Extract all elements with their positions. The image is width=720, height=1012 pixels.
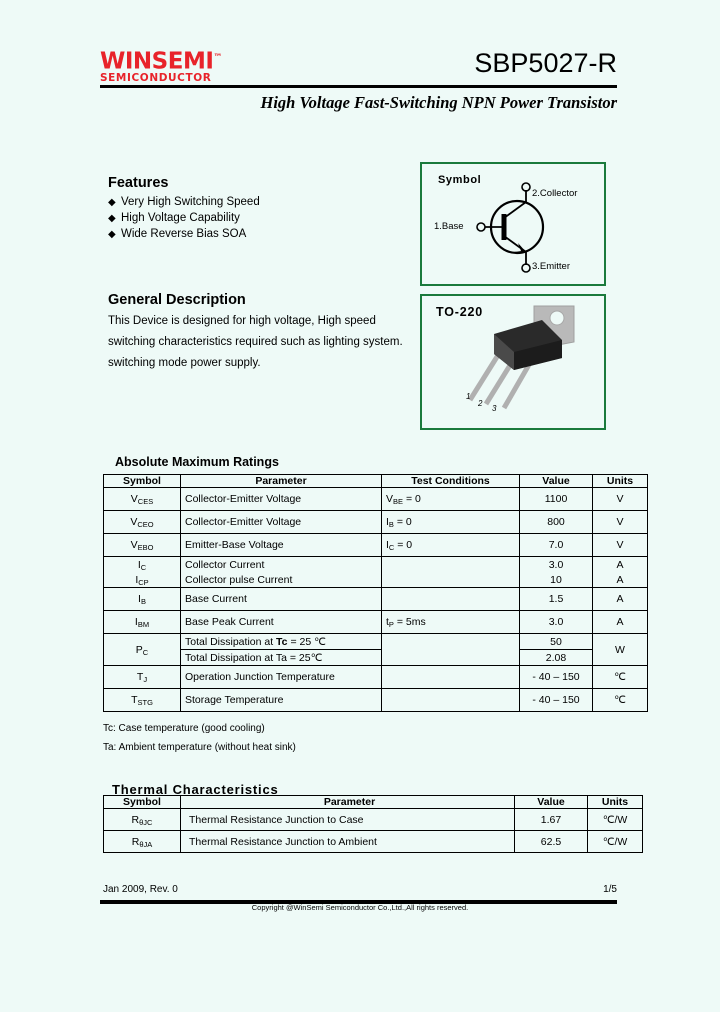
cell-parameter: Thermal Resistance Junction to Ambient (181, 831, 515, 853)
pin-label-3: 3 (492, 404, 497, 413)
symbol-base: T (136, 671, 144, 683)
cell-parameter: Collector-Emitter Voltage (181, 511, 382, 534)
cell-symbol (104, 666, 181, 689)
cell-value: 1.5 (520, 588, 593, 611)
cell-condition (382, 588, 520, 611)
cell-symbol (104, 488, 181, 511)
cell-condition (382, 666, 520, 689)
feature-item (108, 195, 398, 210)
feature-label: Very High Switching Speed (121, 196, 260, 208)
note-line: Ta: Ambient temperature (without heat sink) (103, 742, 296, 753)
table-row (104, 588, 648, 611)
company-logo (100, 46, 250, 84)
features-section (108, 175, 398, 243)
symbol-subscript: θJC (139, 817, 153, 827)
cell-units: ℃/W (588, 831, 643, 853)
cell-units: ℃/W (588, 809, 643, 831)
condition-base: V (386, 493, 394, 505)
general-description-line: switching mode power supply. (108, 357, 261, 369)
note-line: Tc: Case temperature (good cooling) (103, 723, 265, 734)
column-header-symbol: Symbol (104, 475, 181, 488)
column-header-parameter: Parameter (181, 796, 515, 809)
to220-package-icon (422, 296, 604, 428)
symbol-diagram-box (420, 162, 606, 286)
package-photo-box (420, 294, 606, 430)
condition-subscript: C (388, 543, 395, 552)
cell-symbol (104, 588, 181, 611)
cell-value: - 40 – 150 (520, 689, 593, 712)
table-header-row (104, 796, 643, 809)
cell-value: 1100 (520, 488, 593, 511)
cell-parameter (181, 634, 382, 650)
cell-condition (382, 534, 520, 557)
cell-symbol (104, 634, 181, 666)
symbol-base: I (135, 573, 139, 586)
condition-base: I (386, 516, 389, 528)
cell-symbol (104, 557, 181, 573)
condition-rest: = 0 (403, 493, 421, 505)
condition-base: I (386, 539, 389, 551)
logo-wordmark-text: WINSEMI (100, 48, 214, 75)
symbol-subscript: CES (137, 497, 154, 506)
cell-symbol (104, 534, 181, 557)
condition-rest: = 0 (393, 516, 412, 528)
symbol-subscript: C (142, 647, 149, 657)
column-header-symbol: Symbol (104, 796, 181, 809)
table-row (104, 650, 648, 666)
symbol-base: I (134, 616, 138, 628)
footer-copyright: Copyright @WinSemi Semiconductor Co.,Ltd.,All rights reserved. (251, 903, 469, 912)
cell-condition (382, 488, 520, 511)
table-row (104, 572, 648, 588)
cell-parameter: Operation Junction Temperature (181, 666, 382, 689)
cell-parameter: Collector Current (181, 557, 382, 573)
general-description-section (108, 292, 408, 374)
general-description-line: This Device is designed for high voltage, High speed (108, 315, 376, 327)
column-header-units: Units (588, 796, 643, 809)
symbol-emitter-label: 3.Emitter (532, 261, 571, 272)
cell-units: W (593, 634, 648, 666)
footer-page-number: 1/5 (603, 884, 617, 895)
symbol-subscript: EBO (137, 543, 154, 552)
cell-parameter: Thermal Resistance Junction to Case (181, 809, 515, 831)
symbol-base: T (131, 694, 138, 706)
symbol-base: V (130, 493, 138, 505)
table-row (104, 809, 643, 831)
column-header-test-conditions: Test Conditions (382, 475, 520, 488)
diamond-bullet-icon: ◆ (108, 197, 116, 208)
symbol-subscript: CP (138, 577, 149, 587)
symbol-subscript: STG (137, 698, 153, 707)
parameter-emphasis: Tc (276, 635, 288, 648)
cell-units: V (593, 534, 648, 557)
cell-parameter: Total Dissipation at Ta = 25℃ (181, 650, 382, 666)
pin-label-1: 1 (466, 392, 471, 401)
cell-units: A (593, 557, 648, 573)
feature-label: Wide Reverse Bias SOA (121, 228, 247, 240)
cell-symbol (104, 572, 181, 588)
cell-parameter: Emitter-Base Voltage (181, 534, 382, 557)
cell-parameter: Base Current (181, 588, 382, 611)
table-notes (103, 719, 296, 757)
document-subtitle: High Voltage Fast-Switching NPN Power Transistor (260, 93, 617, 112)
parameter-suffix: = 25 ℃ (287, 635, 326, 648)
page-header (100, 46, 617, 86)
cell-condition (382, 511, 520, 534)
symbol-subscript: CEO (137, 520, 154, 529)
condition-subscript: BE (393, 497, 404, 506)
column-header-value: Value (515, 796, 588, 809)
footer-revision: Jan 2009, Rev. 0 (103, 884, 178, 895)
cell-value: 10 (520, 572, 593, 588)
general-description-line: switching characteristics required such as lighting system. (108, 336, 403, 348)
cell-units: ℃ (593, 689, 648, 712)
symbol-base: V (130, 539, 138, 551)
diamond-bullet-icon: ◆ (108, 229, 116, 240)
symbol-base: R (131, 813, 140, 826)
cell-units: ℃ (593, 666, 648, 689)
trademark-icon: ™ (213, 53, 222, 63)
table-row (104, 689, 648, 712)
symbol-box-title: Symbol (438, 174, 482, 186)
symbol-base: P (135, 643, 143, 656)
feature-label: High Voltage Capability (121, 212, 240, 224)
diamond-bullet-icon: ◆ (108, 213, 116, 224)
cell-parameter: Collector-Emitter Voltage (181, 488, 382, 511)
symbol-base: R (131, 835, 140, 848)
cell-units: A (593, 611, 648, 634)
condition-rest: = 5ms (393, 616, 426, 628)
cell-value: - 40 – 150 (520, 666, 593, 689)
general-description-title: General Description (108, 292, 246, 308)
cell-value: 800 (520, 511, 593, 534)
table-row (104, 666, 648, 689)
symbol-subscript: BM (137, 620, 150, 629)
cell-symbol (104, 611, 181, 634)
table-row (104, 511, 648, 534)
absolute-maximum-ratings-table (103, 474, 648, 712)
cell-value: 3.0 (520, 611, 593, 634)
condition-rest: = 0 (394, 539, 413, 551)
cell-symbol (104, 689, 181, 712)
table-row (104, 611, 648, 634)
cell-value: 62.5 (515, 831, 588, 853)
parameter-prefix: Total Dissipation at (185, 635, 277, 648)
thermal-characteristics-title: Thermal Characteristics (112, 782, 279, 797)
header-divider (100, 85, 617, 88)
cell-units: A (593, 588, 648, 611)
cell-value: 1.67 (515, 809, 588, 831)
cell-parameter: Base Peak Current (181, 611, 382, 634)
symbol-base: I (137, 558, 141, 571)
cell-units: V (593, 511, 648, 534)
condition-base: t (386, 616, 389, 628)
logo-wordmark (100, 46, 250, 74)
table-row (104, 831, 643, 853)
table-row (104, 488, 648, 511)
cell-condition (382, 634, 520, 666)
cell-symbol (104, 831, 181, 853)
thermal-characteristics-table (103, 795, 643, 853)
part-number: SBP5027-R (474, 48, 617, 78)
condition-subscript: P (388, 620, 394, 629)
column-header-parameter: Parameter (181, 475, 382, 488)
symbol-collector-label: 2.Collector (532, 188, 578, 199)
symbol-subscript: C (140, 562, 147, 572)
symbol-base-label: 1.Base (434, 221, 464, 232)
column-header-value: Value (520, 475, 593, 488)
cell-condition (382, 689, 520, 712)
cell-condition (382, 611, 520, 634)
cell-value: 50 (520, 634, 593, 650)
table-row (104, 634, 648, 650)
symbol-subscript: J (143, 675, 148, 684)
symbol-subscript: B (140, 597, 146, 606)
package-type-label: TO-220 (436, 305, 483, 319)
cell-symbol (104, 809, 181, 831)
table-row (104, 534, 648, 557)
logo-subtitle: SEMICONDUCTOR (100, 71, 212, 84)
cell-parameter: Collector pulse Current (181, 572, 382, 588)
symbol-subscript: θJA (139, 839, 153, 849)
cell-parameter: Storage Temperature (181, 689, 382, 712)
features-title: Features (108, 175, 169, 191)
feature-item (108, 227, 398, 242)
cell-condition (382, 557, 520, 588)
cell-value: 7.0 (520, 534, 593, 557)
feature-item (108, 211, 398, 226)
column-header-units: Units (593, 475, 648, 488)
cell-units: V (593, 488, 648, 511)
pin-label-2: 2 (478, 399, 483, 408)
absolute-maximum-ratings-title: Absolute Maximum Ratings (115, 455, 279, 469)
cell-value: 3.0 (520, 557, 593, 573)
cell-symbol (104, 511, 181, 534)
table-header-row (104, 475, 648, 488)
symbol-base: I (138, 593, 141, 605)
cell-value: 2.08 (520, 650, 593, 666)
cell-units: A (593, 572, 648, 588)
symbol-base: V (130, 516, 138, 528)
condition-subscript: B (388, 520, 394, 529)
table-row (104, 557, 648, 573)
